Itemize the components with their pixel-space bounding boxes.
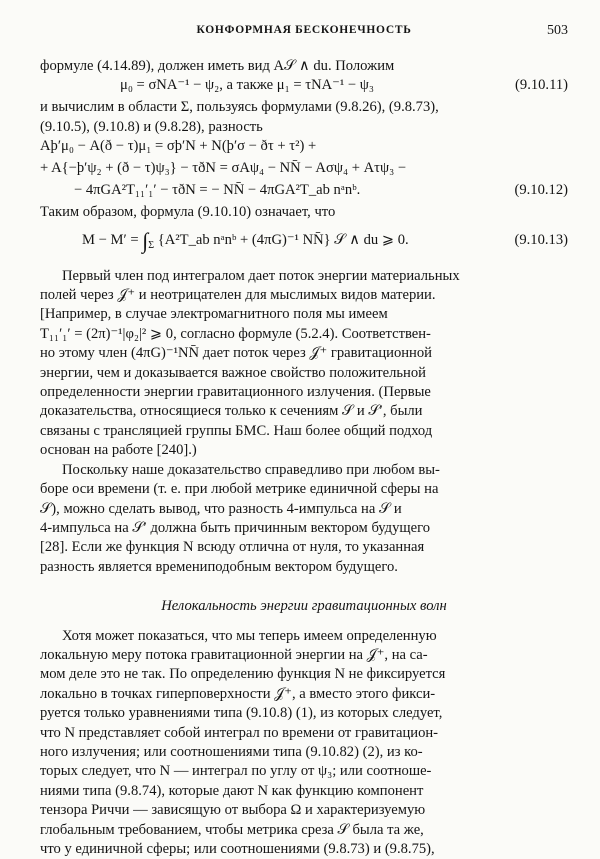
text-line: что N представляет собой интеграл по времени от гравитацион-: [40, 724, 439, 741]
text-line: тензора Риччи — зависящую от выбора Ω и характеризуемую: [40, 802, 426, 819]
integral-sign: ∫: [142, 227, 149, 253]
text-line: что у единичной сферы; или соотношениями (9.8.73) и (9.8.75),: [40, 841, 435, 857]
text-line: глобальным требованием, чтобы метрика среза 𝒮 была та же,: [40, 821, 424, 838]
text-line: связаны с трансляцией группы БМС. Наш более общий подход: [40, 422, 433, 439]
integral-domain: Σ: [148, 239, 155, 251]
text-line: Хотя может показаться, что мы теперь имеем определенную: [62, 627, 437, 644]
page-number: 503: [547, 23, 568, 38]
text-line: определенности энергии гравитационного излучения. (Первые: [40, 384, 431, 401]
equation-body: + A{−þ′ψ₂ + (ð − τ)ψ₃} − τðN = σAψ₄ − NN̄ − Aσψ₄ + Aτψ₃ −: [40, 160, 407, 177]
equation-lhs: M − M′ =: [82, 231, 139, 248]
text-line: 𝒮), можно сделать вывод, что разность 4-импульса на 𝒮 и: [40, 500, 402, 517]
section-heading: Нелокальность энергии гравитационных волн: [161, 598, 447, 615]
equation-body: − 4πGA²T₁₁′₁′ − τðN = − NN̄ − 4πGA²T_ab nᵃnᵇ.: [74, 182, 361, 199]
text-line: но этому член (4πG)⁻¹NN̄ дает поток через 𝒥⁺ гравитационной: [40, 345, 432, 362]
paragraph-3: [40, 627, 568, 859]
equation-body: μ₀ = σNA⁻¹ − ψ₂, а также μ₁ = τNA⁻¹ − ψ₃: [120, 77, 374, 94]
equation-number: (9.10.12): [514, 182, 568, 199]
equation-body: [82, 227, 409, 255]
equation-9-10-13: [40, 223, 568, 261]
equation-number: (9.10.13): [514, 231, 568, 248]
paragraph-1: [40, 267, 568, 461]
equation-body: Aþ′μ₀ − A(ð − τ)μ₁ = σþ′N + N(þ′σ − ðτ + τ²) +: [40, 138, 317, 155]
text-line: разность является времениподобным вектором будущего.: [40, 558, 398, 575]
text-line: 4-импульса на 𝒮′ должна быть причинным вектором будущего: [40, 519, 431, 536]
text-line: локально в точках гиперповерхности 𝒥⁺, а вместо этого фикси-: [40, 685, 436, 702]
page-body: [40, 57, 568, 859]
page-header: [40, 24, 568, 42]
text-line: (9.10.5), (9.10.8) и (9.8.28), разность: [40, 118, 263, 135]
text-line: и вычислим в области Σ, пользуясь формулами (9.8.26), (9.8.73),: [40, 99, 439, 116]
text-line: доказательства, относящиеся только к сечениям 𝒮 и 𝒮′, были: [40, 403, 423, 420]
text-line: [28]. Если же функция N всюду отлична от нуля, то указанная: [40, 539, 425, 556]
text-line: энергии, чем и доказывается важное свойство положительной: [40, 364, 426, 381]
text-line: локальную меру потока гравитационной энергии на 𝒥⁺, на са-: [40, 646, 428, 663]
equation-rhs: {A²T_ab nᵃnᵇ + (4πG)⁻¹ NN̄} 𝒮 ∧ du ⩾ 0.: [157, 231, 409, 248]
text-line: Таким образом, формула (9.10.10) означает, что: [40, 204, 336, 221]
equation-9-10-12-line-2: [40, 159, 568, 181]
running-title: КОНФОРМНАЯ БЕСКОНЕЧНОСТЬ: [196, 24, 412, 36]
text-line: мом деле это не так. По определению функция N не фиксируется: [40, 666, 446, 683]
equation-9-10-12-line-3: [40, 181, 568, 203]
text-line: формуле (4.14.89), должен иметь вид A𝒮 ∧ du. Положим: [40, 58, 395, 74]
equation-number: (9.10.11): [515, 77, 568, 94]
text-line: боре оси времени (т. е. при любой метрике единичной сферы на: [40, 481, 439, 498]
equation-9-10-11: [40, 76, 568, 98]
text-line: торых следует, что N — интеграл по углу от ψ₃; или соотноше-: [40, 763, 432, 780]
paragraph-2: [40, 461, 568, 577]
text-line: Поскольку наше доказательство справедливо при любом вы-: [62, 461, 440, 478]
text-line: полей через 𝒥⁺ и неотрицателен для мыслимых видов материи.: [40, 287, 436, 304]
text-line: основан на работе [240].): [40, 442, 197, 459]
text-line: T₁₁′₁′ = (2π)⁻¹|φ₂|² ⩾ 0, согласно формуле (5.2.4). Соответствен-: [40, 325, 431, 342]
text-line: руется только уравнениями типа (9.10.8) (1), из которых следует,: [40, 705, 443, 722]
text-line: Первый член под интегралом дает поток энергии материальных: [62, 267, 460, 284]
text-line: ниями типа (9.8.74), которые дают N как функцию компонент: [40, 782, 424, 799]
equation-9-10-12-line-1: [40, 137, 568, 159]
text-line: ного излучения; или соотношениями типа (9.10.82) (2), из ко-: [40, 743, 423, 760]
text-line: [Например, в случае электромагнитного поля мы имеем: [40, 306, 388, 323]
